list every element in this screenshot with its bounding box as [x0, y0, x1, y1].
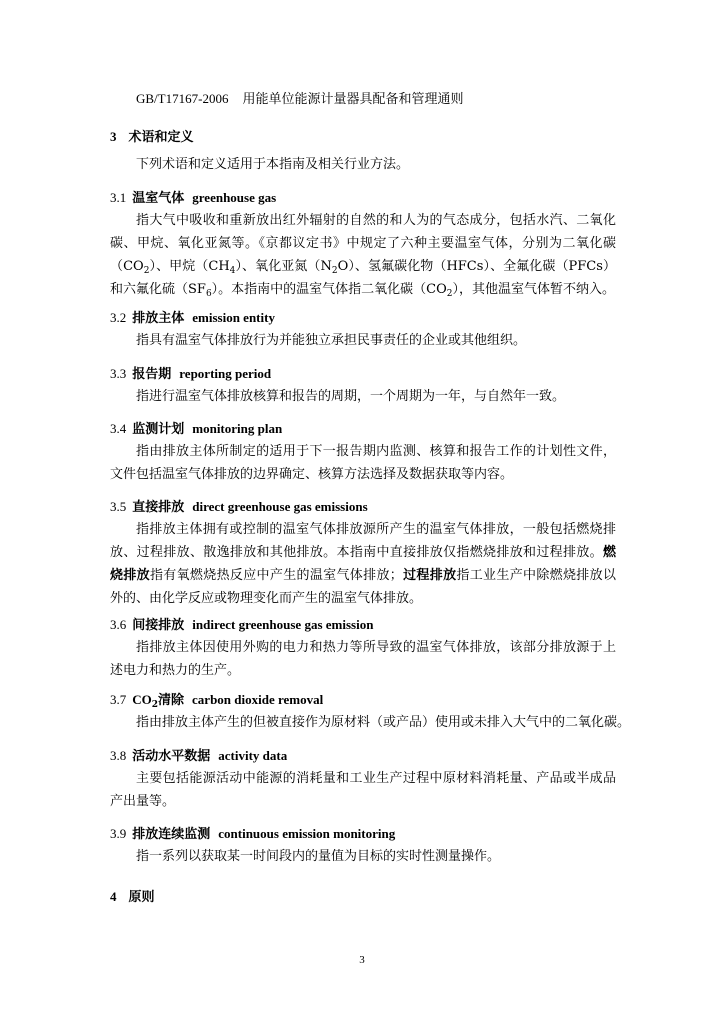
- subscript: 2: [446, 289, 453, 299]
- text-run: ），其他温室气体暂不纳入。: [452, 282, 616, 297]
- bold-term: 过程排放: [402, 568, 457, 583]
- term-3-9-heading: [110, 823, 395, 842]
- term-zh: 温室气体: [132, 191, 185, 206]
- term-number: 3.4: [110, 421, 127, 436]
- term-en: reporting period: [179, 366, 272, 381]
- term-en: carbon dioxide removal: [192, 692, 324, 707]
- co-text: CO: [132, 692, 152, 707]
- section-4-heading: [110, 886, 155, 905]
- term-3-5-definition: [110, 518, 616, 610]
- standard-title: 用能单位能源计量器具配备和管理通则: [242, 92, 464, 107]
- term-number: 3.1: [110, 190, 127, 205]
- term-zh: 报告期: [132, 367, 172, 382]
- term-zh: 间接排放: [132, 618, 185, 633]
- term-number: 3.6: [110, 617, 127, 632]
- term-zh: 直接排放: [132, 500, 185, 515]
- term-3-7-definition: 指由排放主体产生的但被直接作为原材料（或产品）使用或未排入大气中的二氧化碳。: [136, 715, 631, 730]
- term-3-2-heading: [110, 307, 275, 326]
- term-en: emission entity: [192, 310, 275, 325]
- term-3-6-heading: [110, 614, 373, 633]
- subscript: 2: [331, 266, 338, 276]
- bold-term: 燃烧排放: [110, 545, 616, 583]
- term-3-6-definition: 指排放主体因使用外购的电力和热力等所导致的温室气体排放，该部分排放源于上述电力和热力的生产。: [110, 640, 616, 678]
- term-number: 3.9: [110, 826, 127, 841]
- subscript: 6: [205, 289, 212, 299]
- term-number: 3.5: [110, 499, 127, 514]
- term-3-1-heading: [110, 187, 276, 206]
- page-number: 3: [359, 954, 365, 966]
- term-number: 3.7: [110, 692, 127, 707]
- term-en: continuous emission monitoring: [218, 826, 396, 841]
- term-3-7-heading: [110, 689, 323, 708]
- term-number: 3.3: [110, 366, 127, 381]
- text-run: ）、甲烷（CH: [149, 259, 230, 274]
- term-zh: 活动水平数据: [132, 749, 211, 764]
- subscript: 2: [151, 700, 159, 710]
- term-3-9-definition: 指一系列以获取某一时间段内的量值为目标的实时性测量操作。: [136, 849, 501, 864]
- term-3-8-heading: [110, 745, 287, 764]
- term-number: 3.8: [110, 748, 127, 763]
- term-3-3-heading: [110, 363, 271, 382]
- term-zh: 监测计划: [132, 422, 185, 437]
- standard-code: GB/T17167-2006: [136, 91, 229, 106]
- section-title: 原则: [128, 890, 155, 905]
- text-run: 指大气中吸收和重新放出红外辐射的自然的和人为的气态成分，包括水汽、二氧化碳、甲烷、氧化亚氮等。《京都议定书》中规定了六种主要温室气体，分别为二氧化碳（CO: [110, 213, 616, 274]
- term-zh: [132, 693, 184, 708]
- section-title: 术语和定义: [128, 130, 194, 145]
- term-3-4-heading: [110, 418, 282, 437]
- normative-reference: [136, 88, 463, 107]
- term-3-1-definition: [110, 209, 616, 301]
- section-number: 3: [110, 129, 117, 144]
- intro-paragraph: 下列术语和定义适用于本指南及相关行业方法。: [136, 157, 410, 172]
- text-run: 指排放主体拥有或控制的温室气体排放源所产生的温室气体排放，一般包括燃烧排放、过程排放、散逸排放和其他排放。本指南中直接排放仅指燃烧排放和过程排放。: [110, 522, 616, 560]
- term-zh: 排放连续监测: [132, 827, 211, 842]
- term-zh: 排放主体: [132, 311, 185, 326]
- section-3-heading: [110, 126, 194, 145]
- term-en: indirect greenhouse gas emission: [192, 617, 374, 632]
- text-run: O）、氢氟碳化物（HFCs）、全氟化碳（PFCs）和六氟化硫（SF: [110, 259, 616, 297]
- term-3-2-definition: 指具有温室气体排放行为并能独立承担民事责任的企业或其他组织。: [136, 333, 527, 348]
- term-zh-text: 清除: [158, 693, 185, 708]
- subscript: 2: [143, 266, 150, 276]
- text-run: 指工业生产中除燃烧排放以外的、由化学反应或物理变化而产生的温室气体排放。: [110, 568, 616, 606]
- text-run: ）。本指南中的温室气体指二氧化碳（CO: [211, 282, 447, 297]
- term-en: monitoring plan: [192, 421, 283, 436]
- term-3-5-heading: [110, 496, 368, 515]
- text-run: ）、氧化亚氮（N: [235, 259, 332, 274]
- subscript: 4: [229, 266, 236, 276]
- text-run: 指有氧燃烧热反应中产生的温室气体排放；: [149, 568, 403, 583]
- section-number: 4: [110, 889, 117, 904]
- term-number: 3.2: [110, 310, 127, 325]
- term-en: activity data: [218, 748, 288, 763]
- term-3-3-definition: 指进行温室气体排放核算和报告的周期，一个周期为一年，与自然年一致。: [136, 389, 566, 404]
- term-en: direct greenhouse gas emissions: [192, 499, 368, 514]
- term-3-4-definition: 指由排放主体所制定的适用于下一报告期内监测、核算和报告工作的计划性文件，文件包括温室气体排放的边界确定、核算方法选择及数据获取等内容。: [110, 444, 616, 482]
- term-3-8-definition: 主要包括能源活动中能源的消耗量和工业生产过程中原材料消耗量、产品或半成品产出量等。: [110, 771, 616, 809]
- term-en: greenhouse gas: [192, 190, 277, 205]
